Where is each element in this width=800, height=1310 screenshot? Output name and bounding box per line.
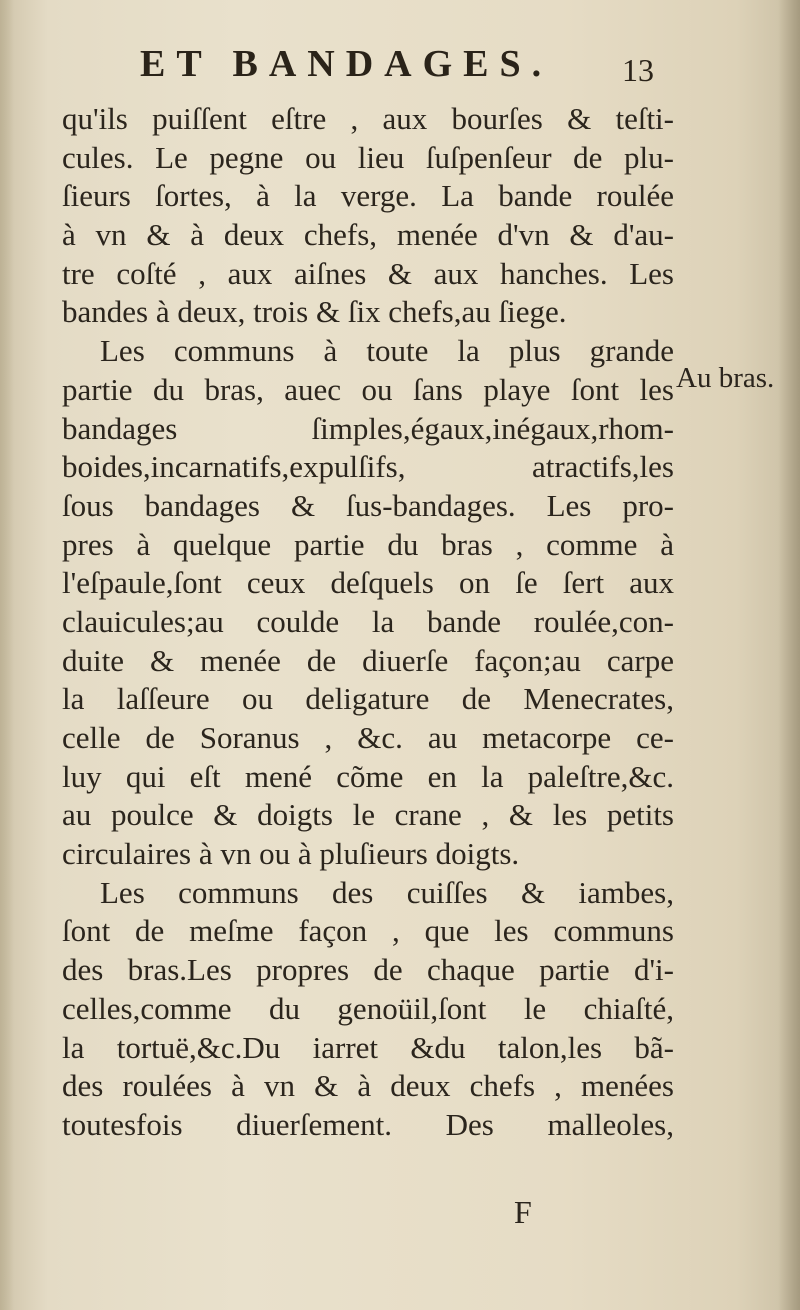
text-line: circulaires à vn ou à pluſieurs doigts.	[62, 836, 520, 872]
text-line: l'eſpaule,ſont ceux deſquels on ſe ſert aux	[62, 565, 674, 601]
text-line: des bras.Les propres de chaque partie d'i-	[62, 952, 674, 988]
text-line: ſous bandages & ſus-bandages. Les pro-	[62, 487, 674, 523]
text-line: boides,incarnatifs,expulſifs, atractifs,les	[62, 449, 674, 485]
text-line: la laſſeure ou deligature de Menecrates,	[62, 681, 674, 717]
text-line: Les communs des cuiſſes & iambes,	[100, 874, 674, 910]
text-line: Les communs à toute la plus grande	[100, 333, 674, 369]
text-line: celle de Soranus , &c. au metacorpe ce-	[62, 720, 674, 755]
page-number: 13	[622, 52, 654, 88]
text-line: qu'ils puiſſent eſtre , aux bourſes & teſti-	[62, 101, 674, 136]
text-line: cules. Le pegne ou lieu ſuſpenſeur de plu-	[62, 139, 674, 175]
text-line: duite & menée de diuerſe façon;au carpe	[62, 642, 674, 678]
text-line: ſont de meſme façon , que les communs	[62, 913, 674, 949]
text-line: bandes à deux, trois & ſix chefs,au ſiege.	[62, 294, 567, 330]
body-text	[62, 100, 674, 1145]
text-line: clauicules;au coulde la bande roulée,con-	[62, 603, 674, 639]
text-line: pres à quelque partie du bras , comme à	[62, 526, 674, 562]
marginal-note: Au bras.	[676, 362, 775, 394]
text-line: bandages ſimples,égaux,inégaux,rhom-	[62, 410, 674, 446]
text-line: des roulées à vn & à deux chefs , menées	[62, 1068, 674, 1104]
text-line: ſieurs ſortes, à la verge. La bande roulée	[62, 178, 674, 214]
text-line: la tortuë,&c.Du iarret &du talon,les bã-	[62, 1029, 674, 1065]
signature-mark: F	[514, 1194, 532, 1230]
text-line: luy qui eſt mené cõme en la paleſtre,&c.	[62, 758, 674, 794]
text-line: tre coſté , aux aiſnes & aux hanches. Les	[62, 255, 674, 291]
text-line: toutesfois diuerſement. Des malleoles,	[62, 1106, 674, 1142]
text-line: au poulce & doigts le crane , & les petits	[62, 797, 674, 833]
running-head: ET BANDAGES.	[140, 43, 553, 85]
text-line: à vn & à deux chefs, menée d'vn & d'au-	[62, 217, 674, 253]
text-line: partie du bras, auec ou ſans playe ſont les	[62, 371, 674, 407]
text-line: celles,comme du genoüil,ſont le chiaſté,	[62, 990, 674, 1026]
